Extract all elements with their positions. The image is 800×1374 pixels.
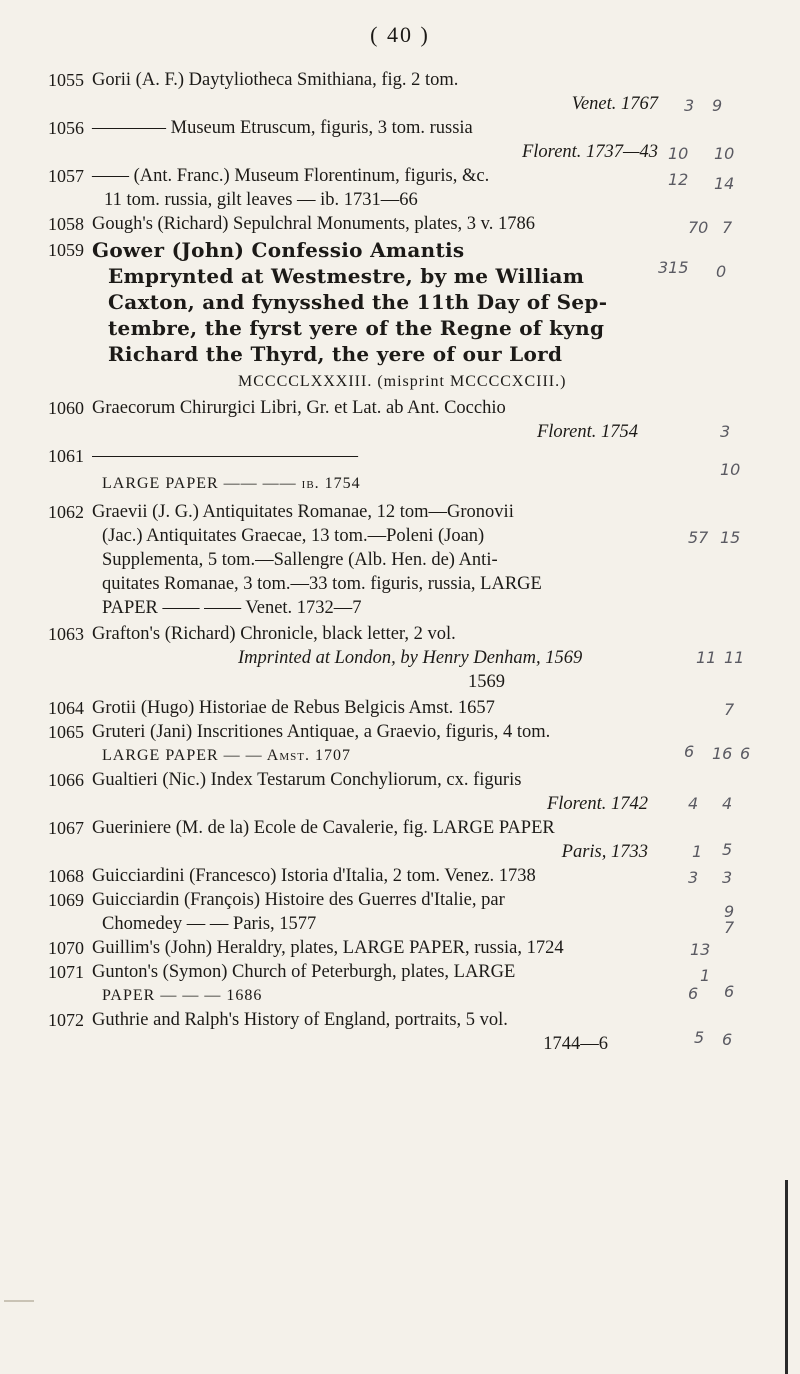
lot-number: 1058 [48,214,84,234]
entry-title: Gruteri (Jani) Inscritiones Antiquae, a Graevio, figuris, 4 tom. [92,722,551,742]
lot-number: 1068 [48,866,84,886]
price-note: 10 [720,460,741,479]
lot-number: 1056 [48,118,84,138]
paper-stain [4,1300,34,1302]
lot-number: 1061 [48,446,84,466]
entry-imprint: Imprinted at London, by Henry Denham, 1569 [238,648,583,668]
price-note: 9 [724,902,735,921]
entry-detail: LARGE PAPER —— —— ib. 1754 [102,475,361,492]
entry-detail: LARGE PAPER — — Amst. 1707 [102,747,351,764]
price-note: 15 [720,528,741,547]
price-note: 7 [724,918,735,937]
price-note: 5 [722,840,733,859]
lot-number: 1066 [48,770,84,790]
price-note: 9 [712,96,723,115]
entry-title: ———— Museum Etruscum, figuris, 3 tom. russia [92,118,473,138]
entry-detail: (Jac.) Antiquitates Graecae, 13 tom.—Poleni (Joan) [102,526,485,546]
price-note: 57 [688,528,709,547]
entry-title: Graecorum Chirurgici Libri, Gr. et Lat. ab Ant. Cocchio [92,398,506,418]
entry-detail: Chomedey — — Paris, 1577 [102,914,317,934]
price-note: 10 [714,144,735,163]
price-note: 3 [722,868,733,887]
lot-number: 1055 [48,70,84,90]
page-number: ( 40 ) [370,22,430,47]
lot-number: 1057 [48,166,84,186]
entry-title: Guthrie and Ralph's History of England, portraits, 5 vol. [92,1010,508,1030]
entry-title: Guillim's (John) Heraldry, plates, LARGE PAPER, russia, 1724 [92,938,564,958]
lot-number: 1059 [48,240,84,260]
lot-number: 1071 [48,962,84,982]
price-note: 1 [692,842,703,861]
price-note: 5 [694,1028,705,1047]
lot-number: 1062 [48,502,84,522]
entry-title: Gorii (A. F.) Daytyliotheca Smithiana, fig. 2 tom. [92,70,459,90]
page-edge-shadow [785,1180,788,1374]
price-note: 7 [722,218,733,237]
entry-date: 1569 [468,672,505,692]
price-note: 4 [688,794,699,813]
entry-imprint: Venet. 1767 [571,94,658,114]
entry-title: Grotii (Hugo) Historiae de Rebus Belgicis Amst. 1657 [92,698,495,718]
price-note: 16 [712,744,733,763]
price-note: 6 [684,742,695,761]
entry-title: Gueriniere (M. de la) Ecole de Cavalerie, fig. LARGE PAPER [92,818,555,838]
entry-title: Guicciardini (Francesco) Istoria d'Italia, 2 tom. Venez. 1738 [92,866,536,886]
entry-detail: PAPER —— —— Venet. 1732—7 [102,598,362,618]
price-note: 11 [724,648,745,667]
lot-number: 1063 [48,624,84,644]
entry-imprint: Florent. 1737—43 [521,142,658,162]
entry-detail: 11 tom. russia, gilt leaves — ib. 1731—66 [104,190,418,210]
price-note: 3 [684,96,695,115]
entry-imprint: Florent. 1742 [546,794,648,814]
lot-number: 1072 [48,1010,84,1030]
price-note: 70 [688,218,709,237]
entry-date: 1744—6 [543,1034,608,1054]
entry-imprint: Paris, 1733 [561,842,648,862]
price-note: 12 [668,170,689,189]
entry-title: Grafton's (Richard) Chronicle, black letter, 2 vol. [92,624,456,644]
entry-date: MCCCCLXXXIII. (misprint MCCCCXCIII.) [238,373,567,390]
price-note: 6 [724,982,735,1001]
entry-imprint-line: Caxton, and fynysshed the 11th Day of Sep- [108,290,608,314]
lot-number: 1069 [48,890,84,910]
price-note: 11 [696,648,717,667]
entry-detail: quitates Romanae, 3 tom.—33 tom. figuris, russia, LARGE [102,574,542,594]
price-note: 10 [668,144,689,163]
price-note: 0 [716,262,727,281]
entry-imprint-line: Emprynted at Westmestre, by me William [108,264,585,288]
entry-imprint-line: Richard the Thyrd, the yere of our Lord [108,342,563,366]
price-note: 14 [714,174,735,193]
price-note: 6 [722,1030,733,1049]
price-note: 1 [700,966,711,985]
lot-number: 1064 [48,698,84,718]
price-note: 315 [658,258,689,277]
entry-detail: Supplementa, 5 tom.—Sallengre (Alb. Hen. de) Anti- [102,550,498,570]
price-note: 13 [690,940,711,959]
lot-number: 1065 [48,722,84,742]
entry-title: Graevii (J. G.) Antiquitates Romanae, 12 tom—Gronovii [92,502,514,522]
price-note: 3 [720,422,731,441]
entry-title: —— (Ant. Franc.) Museum Florentinum, figuris, &c. [92,166,490,186]
entry-title: Guicciardin (François) Histoire des Guerres d'Italie, par [92,890,505,910]
entry-imprint-line: tembre, the fyrst yere of the Regne of kyng [108,316,605,340]
entry-title-blackletter: Gower (John) Confessio Amantis [92,238,465,262]
entry-detail: PAPER — — — 1686 [102,987,263,1004]
price-note: 6 [740,744,751,763]
entry-title: Gualtieri (Nic.) Index Testarum Conchyliorum, cx. figuris [92,770,522,790]
price-note: 3 [688,868,699,887]
entry-title: Gunton's (Symon) Church of Peterburgh, plates, LARGE [92,962,516,982]
price-note: 7 [724,700,735,719]
entry-title: Gough's (Richard) Sepulchral Monuments, plates, 3 v. 1786 [92,214,535,234]
price-note: 6 [688,984,699,1003]
ditto-rule: ———————————————— [92,446,356,466]
entry-imprint: Florent. 1754 [536,422,638,442]
lot-number: 1067 [48,818,84,838]
lot-number: 1060 [48,398,84,418]
lot-number: 1070 [48,938,84,958]
price-note: 4 [722,794,733,813]
